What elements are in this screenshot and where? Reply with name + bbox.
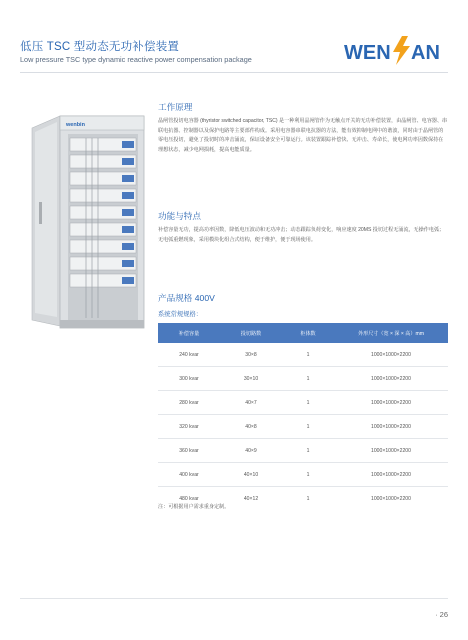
logo-text-right: AN [411,42,440,64]
page-number: · 26 [435,610,448,619]
table-row [158,343,448,367]
cell-steps: 30×10 [220,367,282,391]
cell-capacity: 480 kvar [179,495,199,502]
cell-dimensions: 1000×1000×2200 [334,343,448,367]
cabinet-brand-label: wenbin [66,122,85,128]
cell-steps: 40×10 [220,463,282,487]
table-row [158,415,448,439]
cell-cabinets: 1 [282,415,334,439]
cell-capacity: 240 kvar [158,343,220,367]
lightning-bolt-icon [393,36,410,65]
cell-steps: 40×7 [220,391,282,415]
cell-capacity: 360 kvar [158,439,220,463]
header-divider [20,72,448,73]
page-title: 低压 TSC 型动态无功补偿装置 [20,41,180,53]
cell-cabinets: 1 [282,391,334,415]
page-subtitle: Low pressure TSC type dynamic reactive power compensation package [20,55,252,64]
cell-dimensions: 1000×1000×2200 [334,391,448,415]
table-header-row [158,323,448,343]
cell-steps: 40×8 [220,415,282,439]
cell-cabinets: 1 [282,367,334,391]
principle-text: 晶闸管投切电容器 (thyristor switched capacitor, TSC) 是一种利用晶闸管作为无触点开关的无功补偿装置，由晶闸管、电容器、串联电抗器、控制器以及保护电路等主要部件构成。采用电容器串联电抗器的方法，能有效抑制电网中的谐波，同时由于晶闸管的零电压投切，避免了投切时的冲击涌流，保证设备安全可靠运行。该装置跟踪补偿快、无冲击、寿命长，使电网功率因数保持在理想状态，减少电网损耗，提高电能质量。 [158,118,448,153]
cell-steps: 30×8 [220,343,282,367]
column-header-steps: 投切路数 [220,323,282,343]
column-header-capacity: 补偿容量 [158,323,220,343]
features-text: 补偿容量无功，提高功率因数，降低电压波动和无功冲击；动态跟踪负荷变化，响应速度 20MS 投切过程无涌流，无操作电弧；无电弧重燃现象，采用模块化组合式结构，便于维护，便于现场使用。 [158,227,445,243]
company-logo [344,34,452,66]
section-title-features: 功能与特点 [158,211,201,221]
table-row [158,391,448,415]
cell-steps: 40×9 [220,439,282,463]
logo-text-left: WEN [344,42,391,64]
cell-dimensions: 1000×1000×2200 [334,463,448,487]
cell-cabinets: 1 [282,439,334,463]
cell-cabinets: 1 [306,495,310,502]
table-note: 注：可根据用户需求重身定制。 [158,504,230,510]
column-header-cabinets: 柜体数 [282,323,334,343]
cell-capacity: 320 kvar [158,415,220,439]
cell-dimensions: 1000×1000×2200 [371,495,411,502]
cell-dimensions: 1000×1000×2200 [334,439,448,463]
cell-dimensions: 1000×1000×2200 [334,367,448,391]
table-row [158,367,448,391]
section-title-principle: 工作原理 [158,102,193,112]
specs-subtitle: 系统常规规格： [158,311,203,318]
table-row [158,439,448,463]
cell-steps: 40×12 [243,495,259,502]
cell-dimensions: 1000×1000×2200 [334,415,448,439]
column-header-dimensions: 外形尺寸（宽 × 深 × 高）mm [334,323,448,343]
spec-table [158,323,448,510]
cell-capacity: 400 kvar [158,463,220,487]
switchgear-cabinet-image [30,112,148,332]
capacitor-modules [70,138,136,287]
cell-capacity: 280 kvar [158,391,220,415]
section-title-specs: 产品规格 400V [158,293,215,303]
cell-cabinets: 1 [282,343,334,367]
cell-capacity: 300 kvar [158,367,220,391]
footer-divider [20,598,448,599]
table-row [158,463,448,487]
cell-cabinets: 1 [282,463,334,487]
